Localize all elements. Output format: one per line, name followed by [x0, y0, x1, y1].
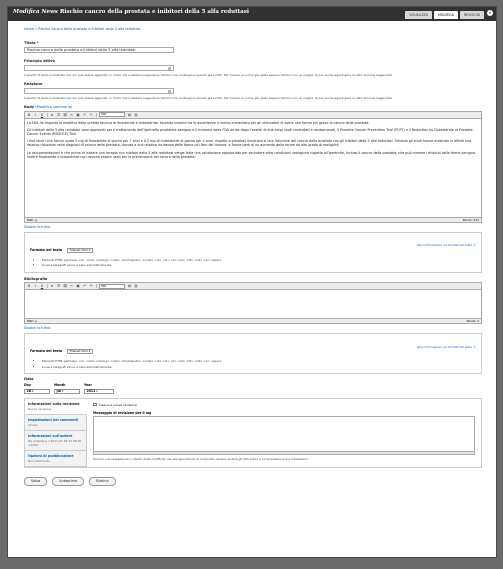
unlink-icon[interactable]: ✂	[70, 284, 73, 288]
vertical-tabs-list	[25, 399, 87, 467]
unlink-icon[interactable]: ✂	[70, 112, 73, 117]
redo-icon[interactable]: ↷	[89, 284, 93, 288]
tip-item: • Linee e paragrafi vanno a capo automaticamente.	[42, 365, 476, 369]
image-icon[interactable]: ▣	[76, 284, 80, 288]
form-actions	[24, 477, 482, 486]
principio-label: Principio attivo	[24, 59, 55, 63]
preview-button[interactable]: Anteprima	[52, 477, 84, 486]
vtab-comments[interactable]: Impostazioni del commenti Chiuso	[25, 415, 86, 431]
underline-icon[interactable]: U	[40, 284, 44, 288]
month-label: Month	[54, 383, 66, 387]
bibliografia-label: Bibliografia	[24, 276, 48, 281]
title-text: Rischio cancro della prostata e inibitori della 5 alfa reduttasi	[59, 9, 249, 15]
node-form	[24, 27, 482, 486]
revision-log-textarea[interactable]	[93, 416, 475, 452]
body-editor[interactable]	[24, 118, 482, 218]
tab-visualizza[interactable]: VISUALIZZA	[405, 11, 432, 19]
principio-input[interactable]	[24, 65, 174, 72]
new-revision-option	[93, 403, 475, 407]
body-paragraph: I due studi (che hanno usato 5 mg di finasteride al giorno per 7 anni e 0,5 mg di dutasteride al giorno per 4 anni, rispetto a placebo) mostrano sì una riduzione del cancro della prostata con gli inibitori della 5 alfa reduttasi. Tuttavia gli studi hanno mostrato in effetti una relativa riduzione nella diagnosi di cancro della prostata, dovuta a una relativa incidenza delle forme più lievi del tumore, a fronte però di un aumento delle forme ad alto grado di malignità.	[27, 139, 472, 148]
bibliografia-editor-toolbar	[24, 282, 482, 289]
text-format-label: Formato del testo	[30, 247, 63, 252]
body-paragraph: Gli inibitori della 5 alfa reduttasi sono approvati per il trattamento dell'ipertrofia prostatica benigna e il richiamo della FDA arriva dopo l'analisi di due ampi studi controllati e randomizzati, il Prostate Cancer Prevention Trial (PCPT) e il Reduction by Dutasteride of Prostate Cancer Events (REDUCE) Trial.	[27, 127, 473, 136]
tab-modifica[interactable]: MODIFICA	[434, 11, 458, 19]
reazione-help: Il quadro di testo è mostrato ma non può essere aggiunto, in modo che il sistema suggerisca i termini che contengono quanto già scritto. Per trovare un nome già usato separa i termini con un virgola. Si può anche aggiungere un altro termine leggendolo.	[24, 96, 394, 100]
edit-summary-link[interactable]: (Modifica sommario)	[35, 105, 73, 109]
text-format-select[interactable]: Filtered html ▾	[67, 349, 93, 354]
undo-icon[interactable]: ↶	[83, 284, 86, 288]
text-format-label: Formato del testo	[30, 349, 63, 353]
title-label: Titolo *	[24, 41, 39, 45]
text-format-fieldset	[24, 232, 482, 273]
month-select[interactable]: Jul ▾	[54, 389, 80, 394]
vtab-revision[interactable]: Informazioni sulla revisione Nuova revisione	[25, 399, 87, 415]
vtab-author[interactable]: Informazioni sull'autore Da redazione il 2011-07-28 13:08:20 +0200	[25, 431, 86, 451]
image-icon[interactable]: ▣	[76, 112, 80, 117]
editor-path: Path: p	[27, 217, 38, 222]
tip-item: • Elementi HTML permessi: <a> <em> <strong> <cite> <blockquote> <code> <ul> <ol> <li> <dl> <dt> <dd> <p> <span>	[42, 258, 476, 262]
word-count: Words: 212	[462, 217, 479, 222]
vtab-publishing[interactable]: Opzioni di pubblicazione Non pubblicato	[25, 451, 86, 467]
editor-path: Path: p	[27, 319, 38, 323]
body-paragraph: La FDA ha imposto la modifica della scheda tecnica di finasteride e dutasteride, facendo inserire tra le avvertenze il rischio aumentato per gli utilizzatori di avere una forma più grave di cancro della prostata.	[27, 120, 370, 125]
disable-rich-text-link[interactable]: Disable rich-text	[24, 326, 51, 330]
title-input[interactable]: Rischio cancro della prostata e inibitori della 5 alfa reduttasi	[24, 47, 174, 54]
revision-pane	[87, 399, 481, 467]
body-label: Body (Modifica sommario)	[24, 105, 73, 109]
edit-overlay	[7, 6, 497, 558]
body-paragraph: Le raccomandazioni è che prima di iniziare una terapia con inibitori della 5 alfa reduttasi venga fatta una valutazione appropriata per escludere altre condizioni urologiche rispetto all'ipertrofia, incluso il cancro della prostata, che può mimare i disturbi della forma benigna. Inoltre finasteride e dutasteride non devono essere usati per la prevenzione del cancro della prostata.	[27, 150, 476, 159]
redo-icon[interactable]: ↷	[89, 112, 93, 117]
year-select[interactable]: 2011 ▾	[84, 389, 114, 394]
day-select[interactable]: 28 ▾	[24, 389, 50, 394]
tip-item: • Elementi HTML permessi: <a> <em> <strong> <cite> <blockquote> <code> <ul> <ol> <li> <dl> <dt> <dd> <p> <span>	[42, 359, 476, 363]
disable-rich-text-link[interactable]: Disable rich-text	[24, 224, 51, 229]
bullet-list-icon[interactable]: ≡	[50, 284, 54, 288]
toolbar-divider	[47, 284, 48, 288]
toolbar-divider	[96, 113, 97, 117]
autocomplete-icon	[168, 90, 171, 93]
paste-word-icon[interactable]: ▥	[134, 284, 138, 288]
bullet-list-icon[interactable]: ≡	[50, 112, 54, 117]
paste-word-icon[interactable]: ▥	[134, 112, 138, 117]
bibliografia-statusbar	[24, 319, 482, 324]
reazione-label: Reazione	[24, 82, 43, 86]
page-title	[13, 9, 249, 15]
breadcrumb	[24, 27, 482, 31]
undo-icon[interactable]: ↶	[83, 112, 86, 117]
close-icon[interactable]: ✕	[488, 10, 492, 15]
year-label: Year	[84, 383, 92, 387]
text-format-help-link[interactable]: Altre informazioni sui formati del testo ⓘ	[416, 243, 476, 247]
overlay-tabs	[405, 11, 484, 19]
body-statusbar	[24, 218, 482, 223]
reazione-input[interactable]	[24, 88, 174, 95]
save-button[interactable]: Salva	[24, 477, 47, 486]
bold-icon[interactable]: B	[27, 284, 31, 288]
styles-select[interactable]: Stili	[99, 112, 125, 117]
styles-select[interactable]: Stili	[99, 284, 125, 289]
date-selects	[24, 383, 482, 394]
body-editor-toolbar	[24, 111, 482, 118]
tip-item: • Linee e paragrafi vanno a capo automaticamente.	[42, 263, 476, 267]
resize-grip[interactable]	[93, 452, 475, 455]
title-prefix: Modifica News	[13, 9, 58, 15]
link-icon[interactable]: ⛓	[63, 112, 68, 117]
word-count: Words: 0	[466, 319, 479, 323]
tab-revisioni[interactable]: REVISIONI	[460, 11, 484, 19]
text-format-tips	[42, 258, 476, 268]
revision-log-label: Messaggio di revisione per il log	[93, 410, 152, 415]
additional-settings	[24, 398, 482, 468]
paste-icon[interactable]: ▤	[127, 112, 132, 117]
bibliografia-editor[interactable]	[24, 289, 482, 319]
delete-button[interactable]: Elimina	[89, 477, 116, 486]
numbered-list-icon[interactable]: ☰	[56, 284, 61, 288]
autocomplete-icon	[168, 67, 171, 70]
breadcrumb-separator: »	[35, 27, 38, 31]
new-revision-checkbox[interactable]	[93, 403, 97, 407]
date-label: Data	[24, 377, 34, 381]
toolbar-divider	[47, 113, 48, 117]
numbered-list-icon[interactable]: ☰	[56, 112, 61, 117]
overlay-titlebar	[8, 7, 496, 21]
italic-icon[interactable]: I	[35, 284, 36, 288]
text-format-help-link[interactable]: Altre informazioni sui formati del testo ⓘ	[416, 344, 476, 349]
new-revision-label: Crea una nuova revisione	[98, 402, 137, 407]
link-icon[interactable]: ⛓	[63, 284, 68, 288]
text-format-tips	[42, 359, 476, 369]
toolbar-divider	[96, 284, 97, 288]
underline-icon[interactable]: U	[40, 112, 44, 117]
day-label: Day	[24, 383, 31, 387]
text-format-fieldset	[24, 333, 482, 374]
text-format-select[interactable]: Filtered html ▾	[67, 248, 93, 253]
breadcrumb-item[interactable]: Rischio cancro della prostata e inibitori della 5 alfa reduttasi	[38, 27, 141, 31]
italic-icon[interactable]: I	[35, 112, 36, 117]
revision-log-help: Fornisci una spiegazione o intento delle modifiche che stai apportando al contenuto. Questo aiuterà gli altri autori a comprendere le tue motivazioni.	[93, 456, 309, 461]
paste-icon[interactable]: ▤	[127, 284, 132, 288]
principio-help: Il quadro di testo è mostrato ma non può essere aggiunto, in modo che il sistema suggerisca i termini che contengono quanto già scritto. Per trovare un nome già usato separa i termini con un virgola. Si può anche aggiungere un altro termine leggendolo.	[24, 73, 394, 77]
breadcrumb-home[interactable]: Home	[24, 27, 35, 31]
bold-icon[interactable]: B	[27, 112, 31, 117]
